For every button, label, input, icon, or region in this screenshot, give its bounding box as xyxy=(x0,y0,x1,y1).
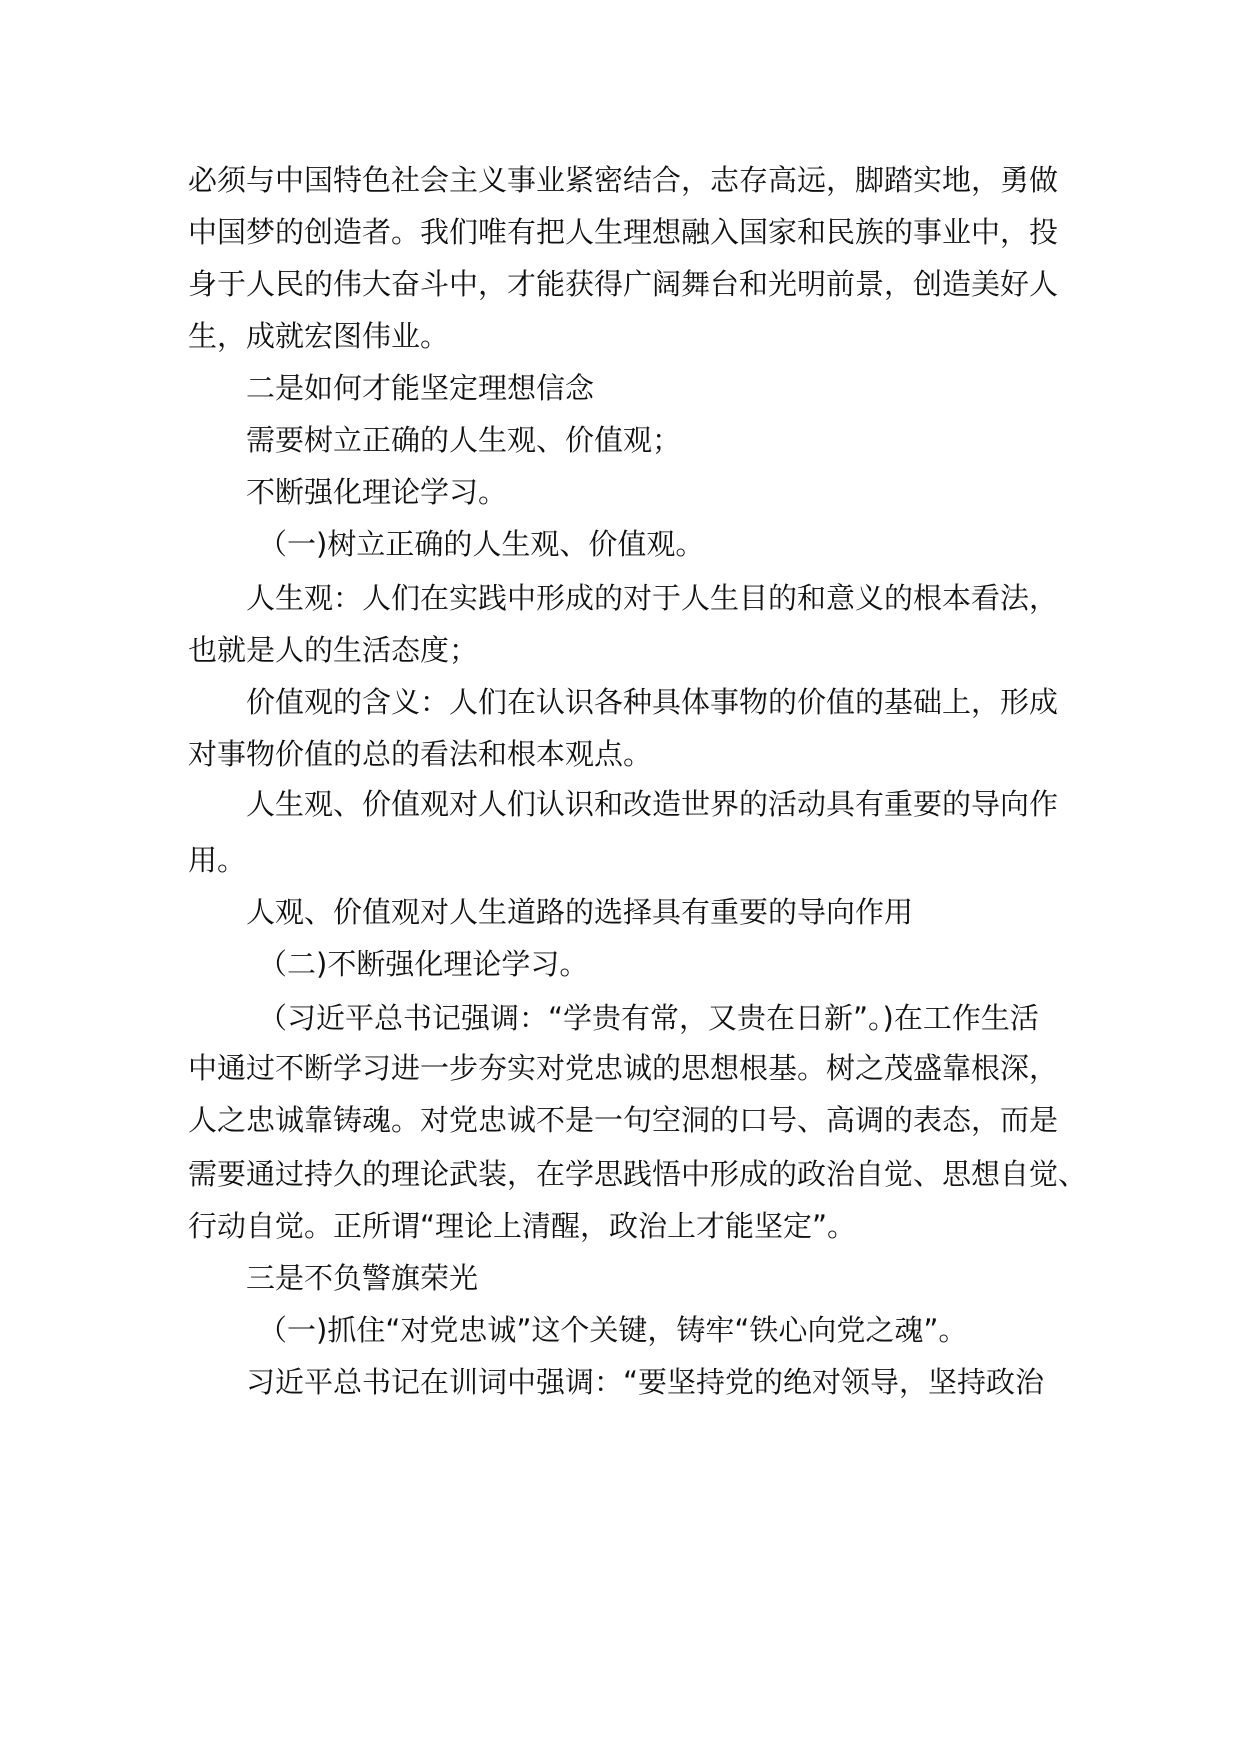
paragraph-line: 人之忠诚靠铸魂。对党忠诚不是一句空洞的口号、高调的表态，而是 xyxy=(188,1103,1059,1137)
paragraph-line: 中国梦的创造者。我们唯有把人生理想融入国家和民族的事业中，投 xyxy=(188,215,1059,249)
subsection-heading: （二)不断强化理论学习。 xyxy=(258,947,589,981)
paragraph-line: 习近平总书记在训词中强调：“要坚持党的绝对领导，坚持政治 xyxy=(246,1365,1045,1399)
paragraph-line: 需要树立正确的人生观、价值观； xyxy=(246,423,682,457)
paragraph-line: 用。 xyxy=(188,843,247,877)
paragraph-line: 生，成就宏图伟业。 xyxy=(188,319,450,353)
subsection-heading: （一)抓住“对党忠诚”这个关键，铸牢“铁心向党之魂”。 xyxy=(258,1313,968,1347)
paragraph-line: 行动自觉。正所谓“理论上清醒，政治上才能坚定”。 xyxy=(188,1209,857,1243)
section-heading: 二是如何才能坚定理想信念 xyxy=(246,371,595,405)
paragraph-line: 人观、价值观对人生道路的选择具有重要的导向作用 xyxy=(246,895,914,929)
paragraph-line: 价值观的含义：人们在认识各种具体事物的价值的基础上，形成 xyxy=(246,685,1059,719)
paragraph-line: 需要通过持久的理论武装，在学思践悟中形成的政治自觉、思想自觉、 xyxy=(188,1157,1088,1191)
section-heading: 三是不负警旗荣光 xyxy=(246,1261,479,1295)
paragraph-line: 对事物价值的总的看法和根本观点。 xyxy=(188,737,653,771)
paragraph-line: 必须与中国特色社会主义事业紧密结合，志存高远，脚踏实地，勇做 xyxy=(188,163,1059,197)
paragraph-line: 人生观、价值观对人们认识和改造世界的活动具有重要的导向作 xyxy=(246,787,1059,821)
paragraph-line: （习近平总书记强调：“学贵有常，又贵在日新”。)在工作生活 xyxy=(258,1001,1039,1035)
paragraph-line: 中通过不断学习进一步夯实对党忠诚的思想根基。树之茂盛靠根深， xyxy=(188,1051,1059,1085)
paragraph-line: 不断强化理论学习。 xyxy=(246,475,508,509)
paragraph-line: 身于人民的伟大奋斗中，才能获得广阔舞台和光明前景，创造美好人 xyxy=(188,267,1059,301)
subsection-heading: （一)树立正确的人生观、价值观。 xyxy=(258,527,705,561)
paragraph-line: 也就是人的生活态度； xyxy=(188,633,479,667)
paragraph-line: 人生观：人们在实践中形成的对于人生目的和意义的根本看法， xyxy=(246,581,1059,615)
